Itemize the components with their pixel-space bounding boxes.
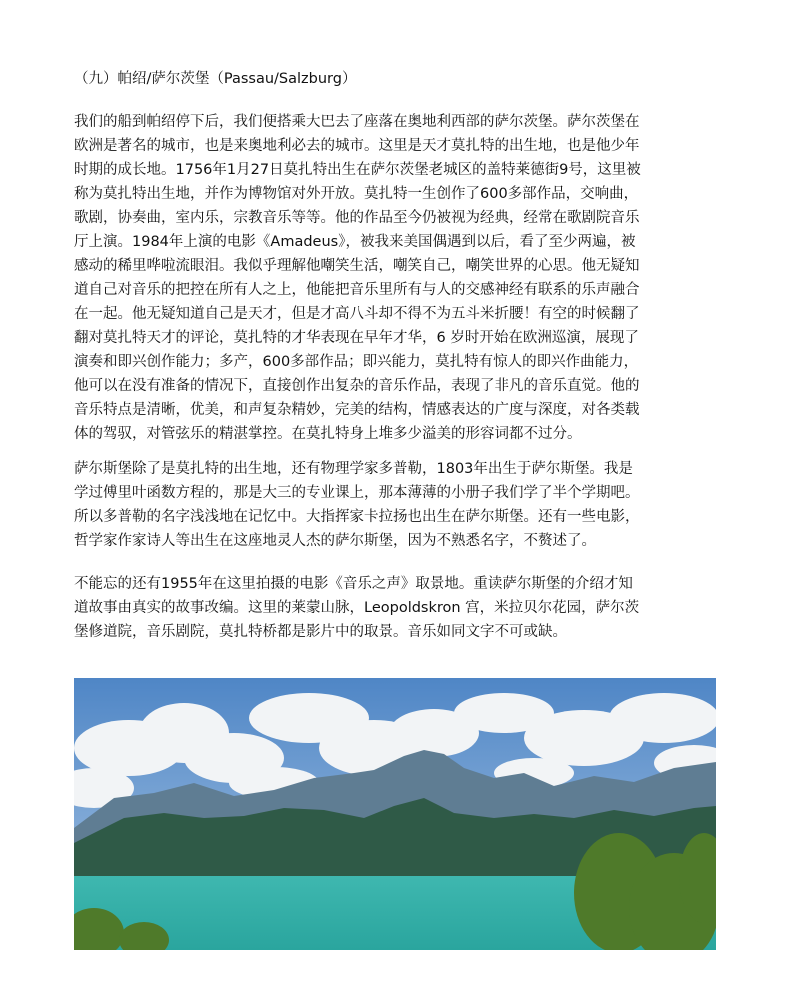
text-line: 所以多普勒的名字浅浅地在记忆中。大指挥家卡拉扬也出生在萨尔斯堡。还有一些电影，: [74, 509, 640, 525]
section-heading: （九）帕绍/萨尔茨堡（Passau/Salzburg）: [74, 71, 357, 87]
text-line: 体的驾驭，对管弦乐的精湛掌控。在莫扎特身上堆多少溢美的形容词都不过分。: [74, 426, 582, 442]
text-line: 堡修道院，音乐剧院，莫扎特桥都是影片中的取景。音乐如同文字不可或缺。: [74, 624, 567, 640]
text-line: 称为莫扎特出生地，并作为博物馆对外开放。莫扎特一生创作了600多部作品，交响曲，: [74, 186, 639, 202]
paragraph-sound-of-music: [74, 572, 716, 644]
text-line: 萨尔斯堡除了是莫扎特的出生地，还有物理学家多普勒，1803年出生于萨尔斯堡。我是: [74, 461, 633, 477]
paragraph-mozart: [74, 110, 716, 446]
text-line: 不能忘的还有1955年在这里拍摄的电影《音乐之声》取景地。重读萨尔斯堡的介绍才知: [74, 576, 633, 592]
text-line: 厅上演。1984年上演的电影《Amadeus》，被我来美国偶遇到以后，看了至少两遍，被: [74, 234, 636, 250]
text-line: 我们的船到帕绍停下后，我们便搭乘大巴去了座落在奥地利西部的萨尔茨堡。萨尔茨堡在: [74, 114, 640, 130]
text-line: 演奏和即兴创作能力；多产，600多部作品；即兴能力，莫扎特有惊人的即兴作曲能力，: [74, 354, 639, 370]
text-line: 翻对莫扎特天才的评论，莫扎特的才华表现在早年才华，6 岁时开始在欧洲巡演，展现了: [74, 330, 639, 346]
text-line: 道自己对音乐的把控在所有人之上，他能把音乐里所有与人的交感神经有联系的乐声融合: [74, 282, 640, 298]
text-line: 欧洲是著名的城市，也是来奥地利必去的城市。这里是天才莫扎特的出生地，也是他少年: [74, 138, 640, 154]
text-line: 他可以在没有准备的情况下，直接创作出复杂的音乐作品，表现了非凡的音乐直觉。他的: [74, 378, 640, 394]
text-line: 感动的稀里哗啦流眼泪。我似乎理解他嘲笑生活，嘲笑自己，嘲笑世界的心思。他无疑知: [74, 258, 640, 274]
paragraph-doppler: [74, 457, 716, 553]
lake-mountain-photo: [74, 678, 716, 950]
text-line: 时期的成长地。1756年1月27日莫扎特出生在萨尔茨堡老城区的盖特莱德街9号，这里被: [74, 162, 641, 178]
text-line: 歌剧，协奏曲，室内乐，宗教音乐等等。他的作品至今仍被视为经典，经常在歌剧院音乐: [74, 210, 640, 226]
text-line: 在一起。他无疑知道自己是天才，但是才高八斗却不得不为五斗米折腰！有空的时候翻了: [74, 306, 640, 322]
text-line: 哲学家作家诗人等出生在这座地灵人杰的萨尔斯堡，因为不熟悉名字，不赘述了。: [74, 533, 596, 549]
text-line: 音乐特点是清晰，优美，和声复杂精妙，完美的结构，情感表达的广度与深度，对各类载: [74, 402, 640, 418]
text-line: 学过傅里叶函数方程的，那是大三的专业课上，那本薄薄的小册子我们学了半个学期吧。: [74, 485, 640, 501]
landscape-illustration: [74, 678, 716, 950]
text-line: 道故事由真实的故事改编。这里的莱蒙山脉，Leopoldskron 宫，米拉贝尔花园，萨尔茨: [74, 600, 640, 616]
